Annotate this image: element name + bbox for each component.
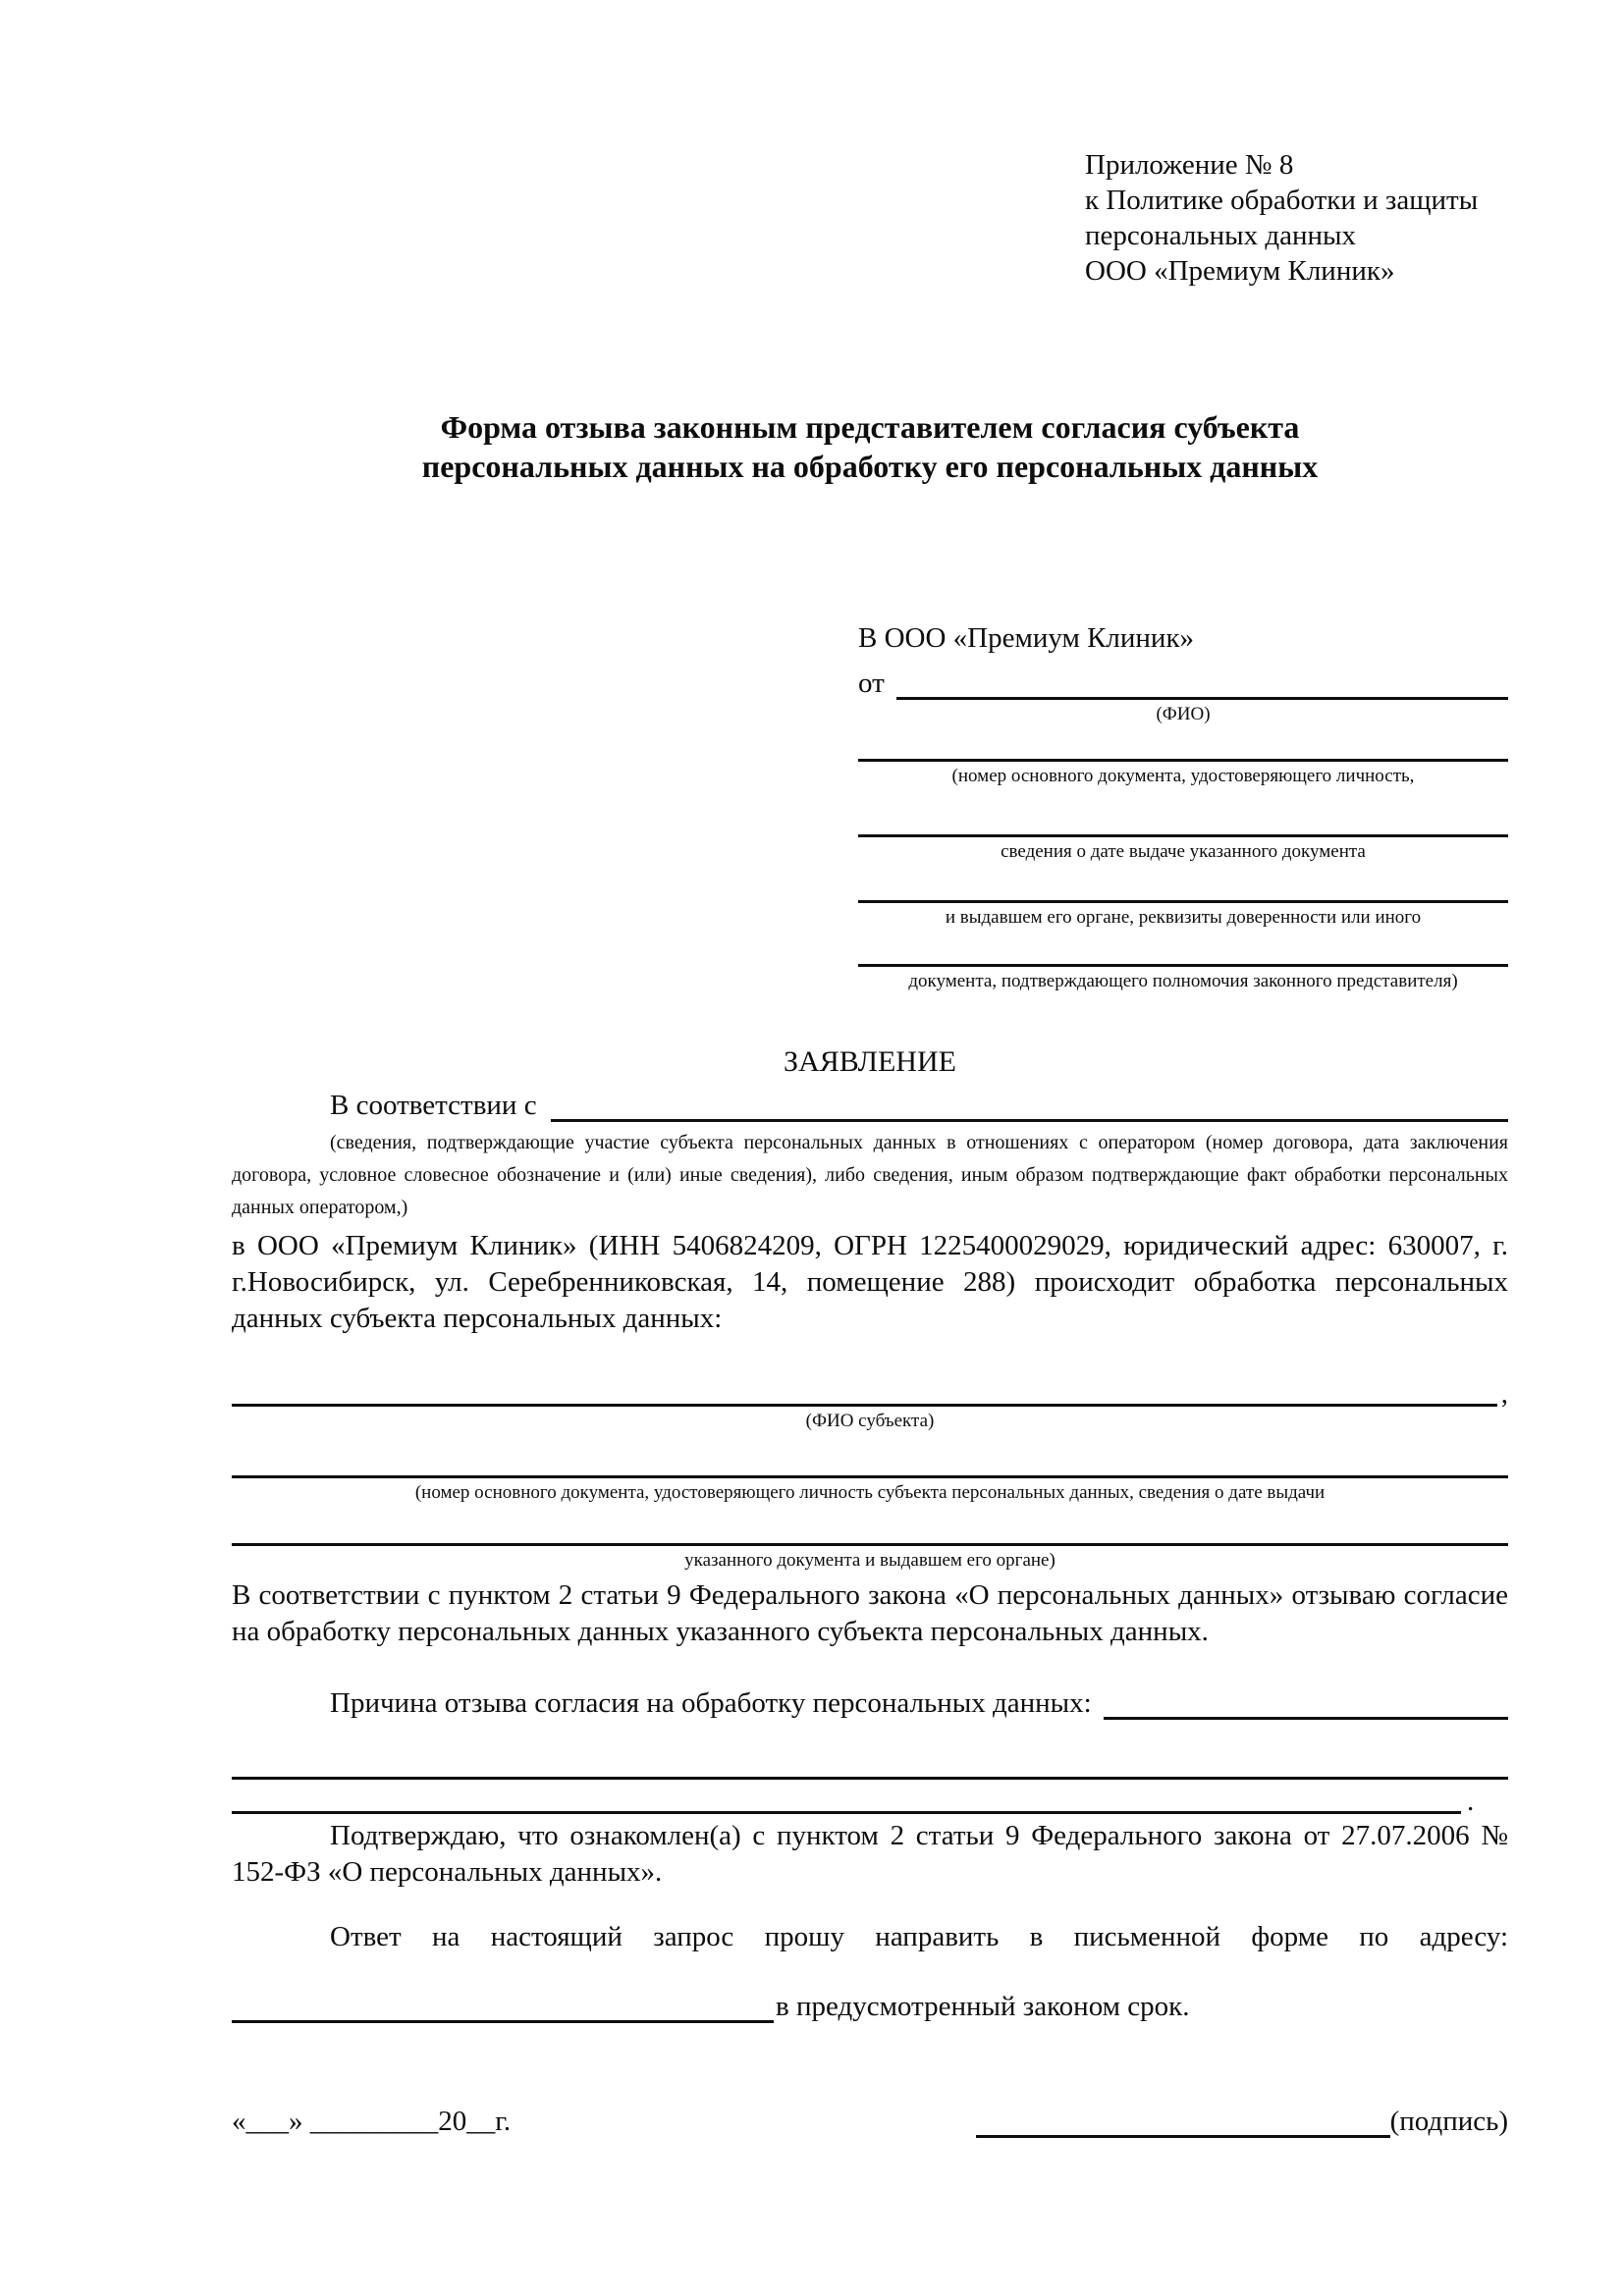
- subject-fio-blank-line: [232, 1362, 1497, 1407]
- issue-date-caption: сведения о дате выдаче указанного документа: [1001, 841, 1366, 862]
- subject-id-blank-line: [232, 1432, 1508, 1478]
- reason-continuation-line-1: [232, 1720, 1508, 1780]
- subject-id-field: [232, 1432, 1508, 1504]
- appendix-note-line: ООО «Премиум Клиник»: [1085, 255, 1395, 287]
- authority-document-blank-line: [858, 929, 1508, 967]
- appendix-note-line: к Политике обработки и защиты: [1085, 185, 1479, 216]
- signature-block: [976, 2102, 1508, 2138]
- reason-blank-line: [1104, 1683, 1508, 1720]
- subject-fio-suffix: ,: [1500, 1378, 1508, 1410]
- operator-paragraph: в ООО «Премиум Клиник» (ИНН 5406824209, ОГРН 1225400029029, юридический адрес: 630007, г. г.Новосибирск, ул. Серебренниковская, 14, помещение 288) происходит обработка персональных данных субъекта персональных данных:: [232, 1230, 1508, 1334]
- appendix-note: [1085, 147, 1508, 289]
- acknowledgement-paragraph: Подтверждаю, что ознакомлен(а) с пунктом 2 статьи 9 Федерального закона от 27.07.2006 № 152-ФЗ «О персональных данных».: [232, 1820, 1508, 1888]
- subject-fio-caption: (ФИО субъекта): [805, 1411, 935, 1431]
- reason-continuation-suffix: .: [1467, 1786, 1475, 1817]
- intro-label: В соответствии с: [330, 1090, 537, 1121]
- issue-date-field: [858, 787, 1508, 863]
- appendix-note-line: персональных данных: [1085, 220, 1357, 251]
- reason-continuation-row-2: [232, 1780, 1508, 1817]
- subject-id-issuer-caption: указанного документа и выдавшем его органе): [684, 1550, 1056, 1571]
- document-title-line: персональных данных на обработку его персональных данных: [421, 449, 1319, 484]
- from-label: от: [858, 667, 885, 699]
- subject-id-caption: (номер основного документа, удостоверяющего личность субъекта персональных данных, сведения о дате выдачи: [414, 1482, 1326, 1503]
- intro-row: [232, 1081, 1508, 1122]
- issuing-authority-blank-line: [858, 863, 1508, 903]
- reason-continuation-line-2: [232, 1777, 1461, 1814]
- reason-row: [232, 1679, 1508, 1720]
- issuing-authority-field: [858, 863, 1508, 929]
- footer-row: [232, 2102, 1508, 2138]
- id-document-blank-line: [858, 725, 1508, 762]
- signature-caption: (подпись): [1389, 2106, 1508, 2137]
- issue-date-blank-line: [858, 787, 1508, 837]
- response-request-paragraph: Ответ на настоящий запрос прошу направить в письменной форме по адресу:: [330, 1921, 1508, 1952]
- statement-heading: ЗАЯВЛЕНИЕ: [784, 1045, 956, 1078]
- document-title: [232, 407, 1508, 486]
- intro-blank-line: [551, 1084, 1508, 1122]
- subject-id-issuer-blank-line: [232, 1504, 1508, 1546]
- representative-id-field: [858, 725, 1508, 787]
- intro-footnote: (сведения, подтверждающие участие субъекта персональных данных в отношениях с оператором (номер договора, дата заключения договора, условное словесное обозначение и (или) иные сведения), либо сведения, иным образом подтверждающие факт обработки персональных данных оператором,): [232, 1132, 1508, 1218]
- subject-id-issuer-field: [232, 1504, 1508, 1572]
- fio-blank-line: [896, 660, 1508, 700]
- addressee-organization: В ООО «Премиум Клиник»: [858, 622, 1195, 654]
- subject-fio-row: [232, 1365, 1508, 1410]
- signature-blank-line: [976, 2102, 1390, 2138]
- fio-caption: (ФИО): [1156, 704, 1211, 724]
- response-address-row: [232, 1984, 1508, 2023]
- authority-document-field: [858, 929, 1508, 992]
- document-title-line: Форма отзыва законным представителем согласия субъекта: [440, 409, 1300, 445]
- id-document-caption: (номер основного документа, удостоверяющего личность,: [951, 766, 1415, 786]
- withdrawal-paragraph: В соответствии с пунктом 2 статьи 9 Федерального закона «О персональных данных» отзываю согласие на обработку персональных данных указанного субъекта персональных данных.: [232, 1579, 1508, 1647]
- reason-label: Причина отзыва согласия на обработку персональных данных:: [330, 1687, 1092, 1719]
- response-address-blank-line: [232, 1985, 774, 2023]
- appendix-note-line: Приложение № 8: [1085, 149, 1294, 181]
- date-placeholder: «___» _________20__г.: [232, 2106, 512, 2137]
- response-suffix: в предусмотренный законом срок.: [776, 1991, 1190, 2022]
- issuing-authority-caption: и выдавшем его органе, реквизиты доверенности или иного: [945, 907, 1422, 928]
- from-row: [858, 657, 1508, 700]
- addressee-block: [858, 619, 1508, 992]
- authority-document-caption: документа, подтверждающего полномочия законного представителя): [908, 971, 1458, 991]
